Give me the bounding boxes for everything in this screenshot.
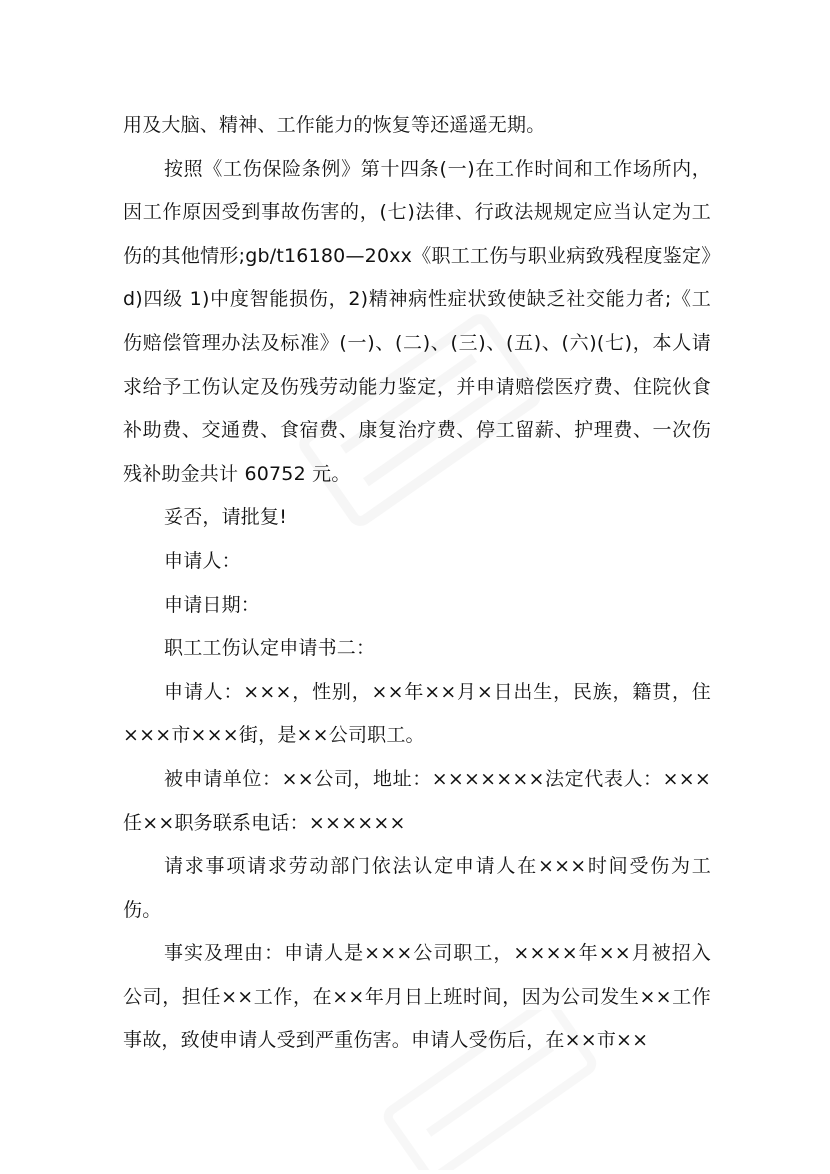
paragraph-9: 请求事项请求劳动部门依法认定申请人在×××时间受伤为工伤。 [123,855,711,921]
paragraph-8: 被申请单位：××公司，地址：×××××××法定代表人：×××任××职务联系电话：×××××× [123,767,711,834]
paragraph-6: 职工工伤认定申请书二： [164,637,376,660]
paragraph-5: 申请日期： [164,593,261,616]
paragraph-7: 申请人：×××，性别，××年××月×日出生，民族，籍贯，住×××市×××街，是××公司职工。 [123,680,711,747]
paragraph-10: 事实及理由：申请人是×××公司职工，××××年××月被招入公司，担任××工作，在××年月日上班时间，因为公司发生××工作事故，致使申请人受到严重伤害。申请人受伤后，在××市×× [123,942,711,1052]
paragraph-4: 申请人： [164,549,241,572]
paragraph-2: 按照《工伤保险条例》第十四条(一)在工作时间和工作场所内，因工作原因受到事故伤害的，(七)法律、行政法规规定应当认定为工伤的其他情形;gb/t16180—20xx《职工工伤与职业病致残程度鉴定》d)四级 1)中度智能损伤，2)精神病性症状致使缺乏社交能力者;《工伤赔偿管理办法及标准》(一)、(二)、(三)、(五)、(六)(七)，本人请求给予工伤认定及伤残劳动能力鉴定，并申请赔偿医疗费、住院伙食补助费、交通费、食宿费、康复治疗费、停工留薪、护理费、一次伤残补助金共计 60752 元。 [123,157,711,485]
document-body [123,104,711,1063]
paragraph-1: 用及大脑、精神、工作能力的恢复等还遥遥无期。 [123,114,546,136]
paragraph-3: 妥否，请批复! [164,506,288,529]
